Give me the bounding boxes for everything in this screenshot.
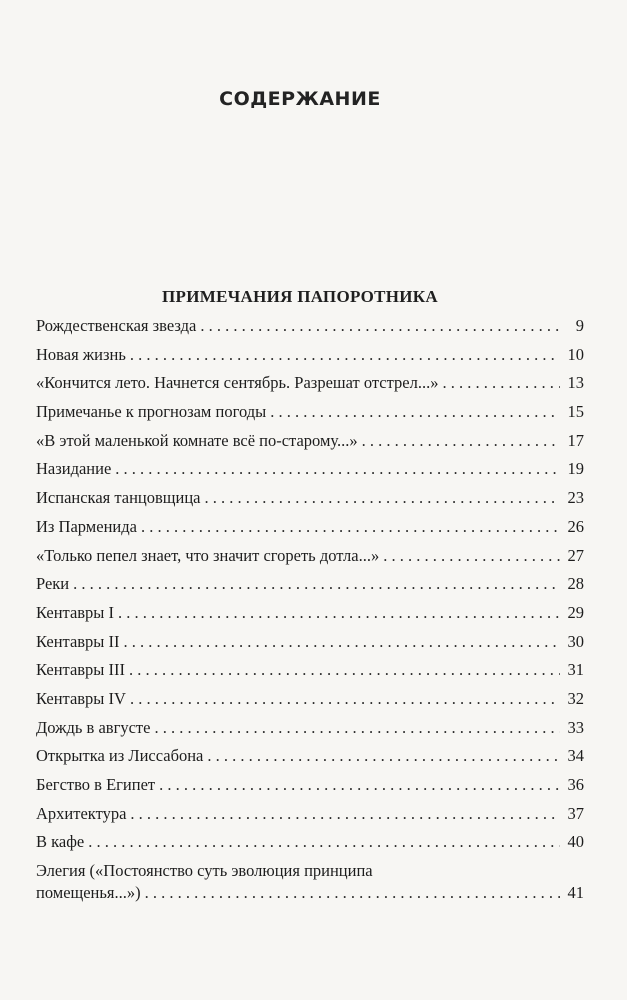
toc-entry [36,402,584,431]
toc-entry-page: 30 [567,631,584,651]
toc-entry-title: Испанская танцовщица [36,488,201,508]
toc-entry-title: Кентавры IV [36,688,126,708]
toc-entry-page: 9 [575,316,584,335]
toc-entry-page: 32 [567,688,584,708]
toc-entry-title: Новая жизнь [36,344,126,364]
toc-entry-title: Кентавры I [36,602,115,622]
dot-leader [145,883,560,903]
dot-leader [73,574,560,594]
toc-entry [36,746,584,775]
toc-entry-page: 17 [567,430,584,450]
toc-entry-title: Архитектура [36,803,127,823]
dot-leader [88,832,560,852]
toc-entry-title: Дождь в августе [36,717,151,737]
toc-entry-page: 28 [567,574,584,594]
dot-leader [442,373,560,393]
toc-entry-title: В кафе [36,832,85,852]
toc-entry [36,660,584,689]
table-of-contents [36,316,584,911]
toc-entry-title: «В этой маленькой комнате всё по-старому...» [36,430,358,450]
contents-heading: СОДЕРЖАНИЕ [219,88,381,110]
toc-entry-multiline [36,861,584,911]
toc-entry-line2 [36,883,584,903]
toc-entry-title: Рождественская звезда [36,316,197,335]
toc-entry-page: 10 [567,344,584,364]
toc-entry-title: «Только пепел знает, что значит сгореть дотла...» [36,545,380,565]
toc-entry-page: 23 [567,488,584,508]
toc-entry-page: 29 [567,602,584,622]
toc-entry [36,345,584,374]
toc-entry-page: 34 [567,746,584,766]
toc-entry [36,689,584,718]
toc-entry [36,517,584,546]
dot-leader [159,775,560,795]
toc-entry-page: 40 [567,832,584,852]
dot-leader [115,459,560,479]
toc-entry-title: Бегство в Египет [36,775,156,794]
dot-leader [130,345,560,365]
toc-entry-title-line2: помещенья...») [36,883,141,903]
toc-entry-page: 41 [567,883,584,903]
toc-entry [36,546,584,575]
toc-entry [36,431,584,460]
dot-leader [207,746,560,766]
toc-entry [36,632,584,661]
section-heading: ПРИМЕЧАНИЯ ПАПОРОТНИКА [162,287,438,306]
toc-entry-page: 33 [567,717,584,737]
dot-leader [270,402,560,422]
toc-entry-title: Кентавры III [36,660,126,680]
toc-entry-page: 31 [567,660,584,680]
toc-entry [36,316,584,345]
dot-leader [362,431,560,451]
dot-leader [130,804,560,824]
dot-leader [383,546,560,566]
toc-entry [36,832,584,861]
toc-entry-title-line1: Элегия («Постоянство суть эволюция принципа [36,861,373,881]
toc-entry [36,804,584,833]
toc-entry-page: 37 [567,803,584,823]
toc-entry [36,718,584,747]
toc-entry [36,459,584,488]
toc-entry-page: 27 [567,545,584,565]
toc-entry-title: Примечанье к прогнозам погоды [36,402,267,422]
dot-leader [129,660,560,680]
toc-entry-page: 13 [567,373,584,393]
toc-entry-title: Кентавры II [36,631,120,651]
dot-leader [124,632,560,652]
toc-entry-page: 15 [567,402,584,422]
toc-entry-title: Открытка из Лиссабона [36,746,204,766]
dot-leader [204,488,560,508]
toc-entry-title: Из Парменида [36,516,137,536]
toc-entry-page: 36 [567,775,584,794]
toc-entry-title: Назидание [36,459,112,479]
dot-leader [118,603,560,623]
toc-entry [36,574,584,603]
dot-leader [200,316,560,336]
toc-entry-title: «Кончится лето. Начнется сентябрь. Разрешат отстрел...» [36,373,439,393]
dot-leader [154,718,560,738]
dot-leader [141,517,560,537]
toc-entry-page: 26 [567,516,584,536]
toc-entry [36,603,584,632]
toc-entry [36,373,584,402]
toc-entry-title: Реки [36,574,70,594]
dot-leader [130,689,560,709]
toc-entry-page: 19 [567,459,584,479]
toc-entry [36,775,584,804]
toc-entry [36,488,584,517]
